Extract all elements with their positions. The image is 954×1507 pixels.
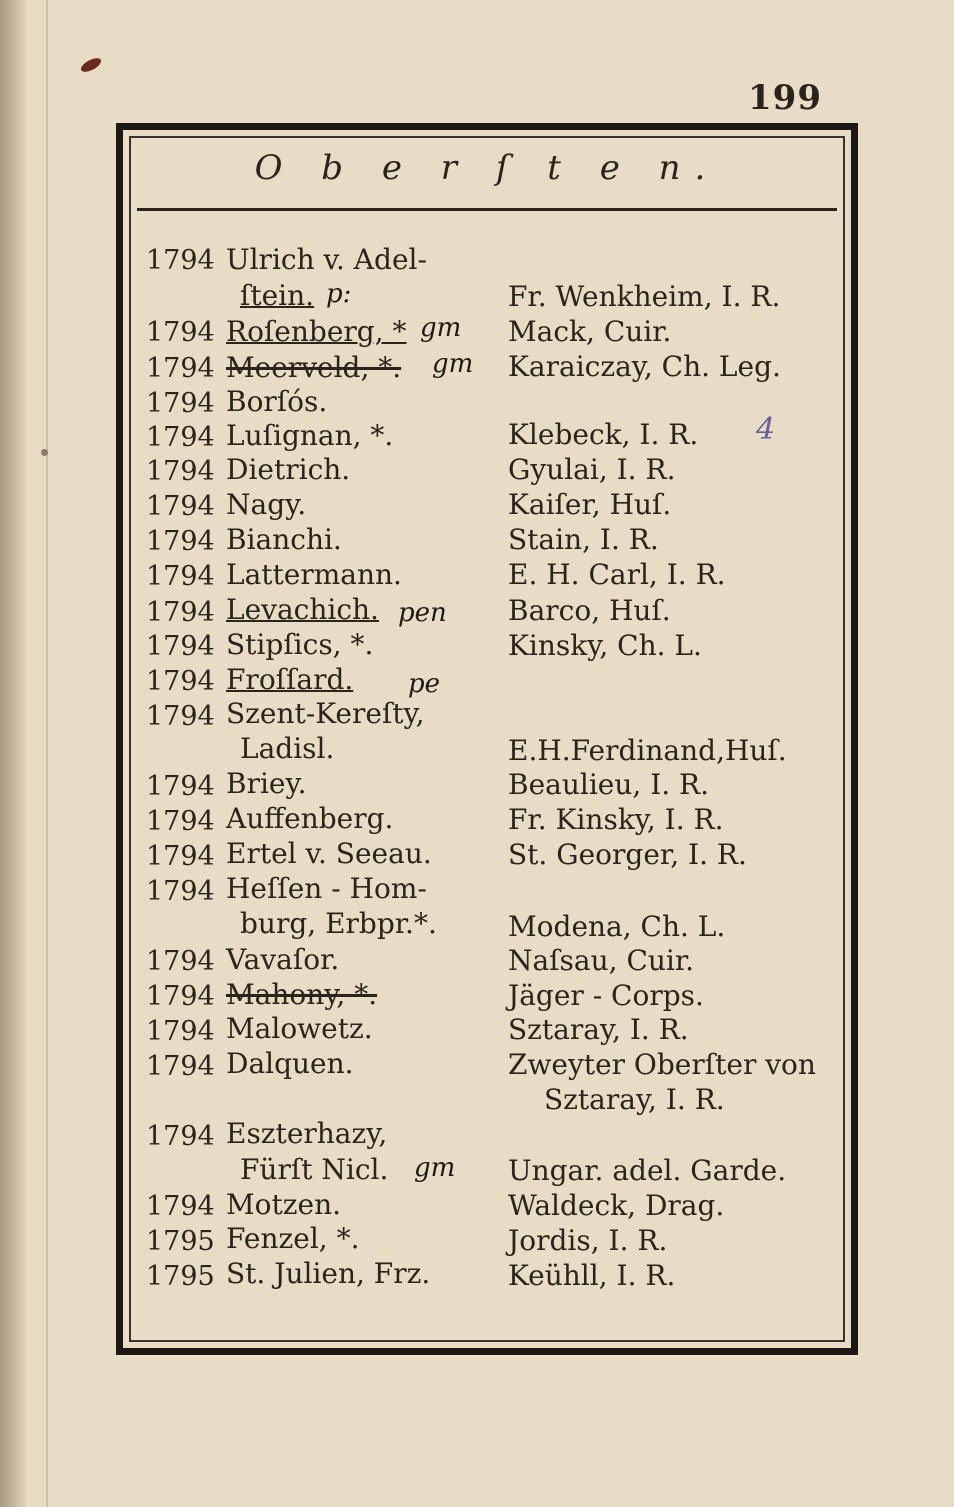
entry-year: 1794: [146, 631, 215, 662]
entry-name: Fenzel, *.: [226, 1222, 360, 1255]
entry-unit: Zweyter Oberſter von: [508, 1048, 816, 1081]
handwritten-note: gm: [414, 1153, 456, 1183]
entry-name-continuation: Fürſt Nicl.: [240, 1153, 389, 1186]
entry-unit: E. H. Carl, I. R.: [508, 558, 726, 591]
entry-unit: Kaiſer, Huſ.: [508, 488, 672, 521]
page-title: O b e r ſ t e n.: [254, 148, 720, 188]
entry-name: Ertel v. Seeau.: [226, 837, 432, 870]
entry-unit: Mack, Cuir.: [508, 315, 672, 348]
entry-year: 1794: [146, 771, 215, 802]
entry-name-continuation: Ladisl.: [240, 732, 335, 765]
entry-year: 1794: [146, 1051, 215, 1082]
entry-name: Lattermann.: [226, 558, 402, 591]
entry-name: Bianchi.: [226, 523, 342, 556]
entry-unit: Barco, Huſ.: [508, 594, 671, 627]
entry-unit: Fr. Kinsky, I. R.: [508, 803, 724, 836]
entry-unit-continuation: Sztaray, I. R.: [544, 1083, 725, 1116]
entry-year: 1794: [146, 981, 215, 1012]
handwritten-note: pen: [398, 598, 447, 628]
entry-name: Levachich.: [226, 593, 379, 626]
entry-unit: E.H.Ferdinand,Huſ.: [508, 734, 787, 767]
entry-year: 1794: [146, 353, 215, 384]
entry-name: Dietrich.: [226, 453, 351, 486]
entry-name: Stipſics, *.: [226, 628, 374, 661]
entry-unit: Naſsau, Cuir.: [508, 944, 695, 977]
entry-unit: Jäger - Corps.: [508, 979, 704, 1012]
entry-name: Borſós.: [226, 385, 328, 418]
entry-year: 1794: [146, 701, 215, 732]
entry-name-continuation: burg, Erbpr.*.: [240, 907, 437, 940]
entry-name-continuation: ſtein.: [240, 279, 315, 312]
entry-year: 1794: [146, 1191, 215, 1222]
pencil-note: 4: [756, 412, 776, 447]
entry-unit: Kinsky, Ch. L.: [508, 629, 702, 662]
entry-unit: Waldeck, Drag.: [508, 1189, 725, 1222]
entry-name: Heſſen - Hom-: [226, 872, 427, 905]
handwritten-note: pe: [408, 669, 441, 699]
entry-name: Luſignan, *.: [226, 419, 394, 452]
entry-year: 1794: [146, 597, 215, 628]
entry-name: Froſſard.: [226, 663, 354, 696]
entry-name: St. Julien, Frz.: [226, 1257, 431, 1290]
entry-year: 1794: [146, 666, 215, 697]
entry-year: 1795: [146, 1226, 215, 1257]
entry-name: Auffenberg.: [226, 802, 394, 835]
entry-year: 1794: [146, 946, 215, 977]
entry-name: Malowetz.: [226, 1012, 373, 1045]
entry-year: 1794: [146, 456, 215, 487]
handwritten-note: p:: [326, 279, 352, 309]
entry-unit: St. Georger, I. R.: [508, 838, 747, 871]
entry-name: Szent-Kereſty,: [226, 697, 425, 730]
entry-name: Eszterhazy,: [226, 1117, 388, 1150]
entry-name: Briey.: [226, 767, 307, 800]
entry-unit: Beaulieu, I. R.: [508, 768, 710, 801]
entry-unit: Karaiczay, Ch. Leg.: [508, 350, 781, 383]
entry-name: Mahony, *.: [226, 978, 378, 1011]
handwritten-note: gm: [420, 313, 462, 343]
entry-unit: Modena, Ch. L.: [508, 910, 726, 943]
entry-name: Meerveld, *.: [226, 351, 402, 384]
entry-year: 1794: [146, 245, 215, 276]
entry-unit: Gyulai, I. R.: [508, 453, 676, 486]
entry-year: 1794: [146, 841, 215, 872]
entry-unit: Jordis, I. R.: [508, 1224, 668, 1257]
entry-year: 1794: [146, 806, 215, 837]
entry-year: 1794: [146, 1121, 215, 1152]
entry-year: 1794: [146, 526, 215, 557]
entry-unit: Ungar. adel. Garde.: [508, 1154, 787, 1187]
entry-unit: Klebeck, I. R.: [508, 418, 699, 451]
entry-year: 1794: [146, 876, 215, 907]
entry-year: 1794: [146, 491, 215, 522]
entry-unit: Stain, I. R.: [508, 523, 659, 556]
entry-unit: Sztaray, I. R.: [508, 1013, 689, 1046]
entry-year: 1795: [146, 1261, 215, 1292]
entry-year: 1794: [146, 388, 215, 419]
entry-year: 1794: [146, 1016, 215, 1047]
page-number: 199: [748, 78, 822, 118]
entry-name: Nagy.: [226, 488, 307, 521]
entry-unit: Keühll, I. R.: [508, 1259, 676, 1292]
entry-unit: Fr. Wenkheim, I. R.: [508, 280, 781, 313]
entry-name: Motzen.: [226, 1188, 342, 1221]
entry-name: Vavaſor.: [226, 943, 340, 976]
entry-name: Dalquen.: [226, 1047, 354, 1080]
entry-name: Ulrich v. Adel-: [226, 243, 427, 276]
entry-year: 1794: [146, 422, 215, 453]
entry-year: 1794: [146, 317, 215, 348]
entry-year: 1794: [146, 561, 215, 592]
handwritten-note: gm: [432, 349, 474, 379]
entry-name: Roſenberg, *: [226, 315, 407, 348]
